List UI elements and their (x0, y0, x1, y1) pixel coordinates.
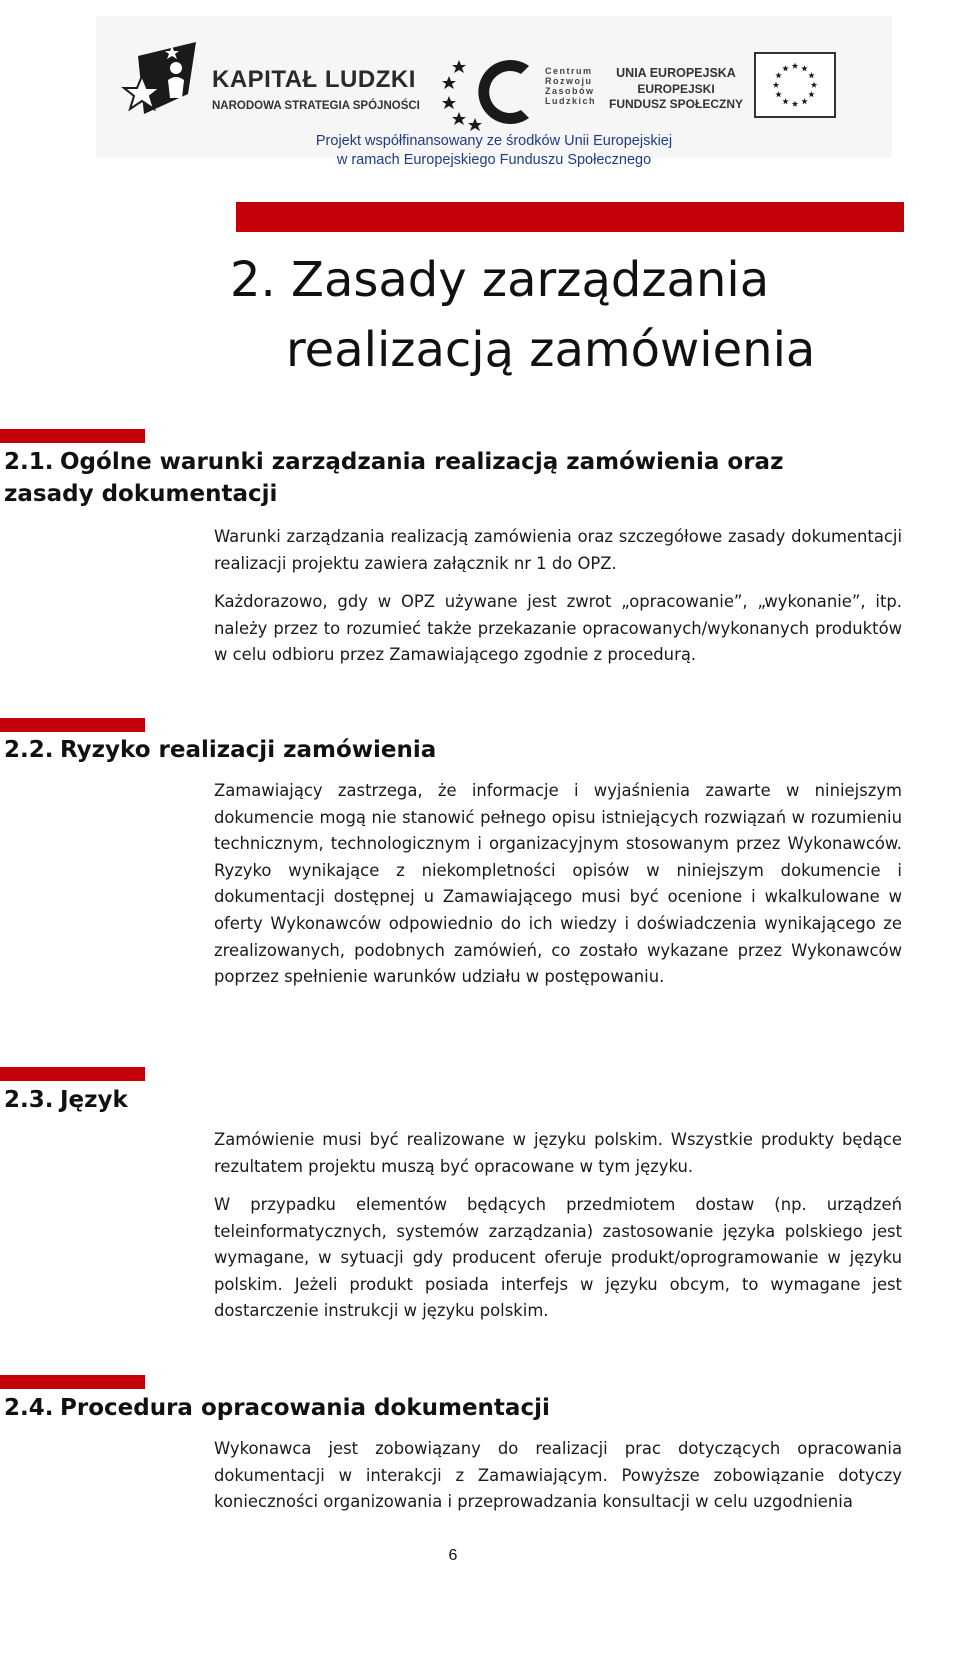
section-number: 2.4. (4, 1395, 54, 1421)
kapital-ludzki-logo (116, 36, 420, 126)
section-title: Język (60, 1087, 128, 1113)
eu-star-icon (792, 63, 798, 69)
crzl-line: Zasobów (545, 86, 595, 96)
section-body-2-1b (214, 589, 902, 669)
eu-logo (606, 52, 876, 132)
section-red-bar (0, 718, 145, 732)
crzl-logo (441, 52, 597, 132)
eu-flag-icon (754, 52, 836, 118)
page-number: 6 (448, 1547, 458, 1564)
eu-star-icon (782, 98, 788, 104)
section-body-2-3b (214, 1192, 902, 1325)
kapital-ludzki-name: KAPITAŁ LUDZKI (212, 66, 416, 93)
eu-star-icon (773, 82, 779, 88)
section-red-bar (0, 1375, 145, 1389)
eu-star-icon (801, 98, 807, 104)
paragraph: Zamawiający zastrzega, że informacje i wyjaśnienia zawarte w niniejszym dokumencie mogą nie stanowić pełnego opisu istniejących rozwiązań w rozumieniu technicznym, technologicznym i organizacyjnym stosowanym przez Wykonawców. Ryzyko wynikające z niekompletności opisów w niniejszym dokumencie i dokumentacji dostępnej u Zamawiającego musi być ocenione i wkalkulowane w oferty Wykonawców odpowiednio do ich wiedzy i doświadczenia wynikającego ze zrealizowanych, podobnych zamówień, co zostało wykazane przez Wykonawców poprzez spełnienie warunków udziału w postępowaniu. (214, 781, 902, 987)
kapital-ludzki-emblem-icon (116, 36, 216, 126)
section-body-2-3 (214, 1127, 902, 1180)
paragraph: Każdorazowo, gdy w OPZ używane jest zwrot „opracowanie”, „wykonanie”, itp. należy przez to rozumieć także przekazanie opracowanych/wykonanych produktów w celu odbioru przez Zamawiającego zgodnie z procedurą. (214, 592, 902, 665)
project-line-1: Projekt współfinansowany ze środków Unii Europejskiej (315, 133, 673, 149)
section-heading-2-4 (4, 1392, 550, 1424)
chapter-title-line-1: 2. Zasady zarządzania (230, 252, 770, 308)
eu-star-icon (808, 91, 814, 97)
section-red-bar (0, 1067, 145, 1081)
project-cofinancing-note (96, 132, 892, 170)
crzl-line: Centrum (545, 66, 593, 76)
section-heading-2-1 (4, 446, 804, 510)
paragraph: W przypadku elementów będących przedmiotem dostaw (np. urządzeń teleinformatycznych, systemów zarządzania) zastosowanie języka polskiego jest wymagane, w sytuacji gdy producent oferuje produkt/oprogramowanie w języku polskim. Jeżeli produkt posiada interfejs w języku obcym, to wymagane jest dostarczenie instrukcji w języku polskim. (214, 1195, 902, 1321)
section-number: 2.2. (4, 737, 54, 763)
project-line-2: w ramach Europejskiego Funduszu Społecznego (336, 152, 652, 168)
section-red-bar (0, 429, 145, 443)
eu-star-icon (782, 65, 788, 71)
crzl-stars-c-icon (441, 52, 541, 132)
paragraph: Warunki zarządzania realizacją zamówienia oraz szczegółowe zasady dokumentacji realizacji projektu zawiera załącznik nr 1 do OPZ. (214, 527, 902, 573)
section-title: Ogólne warunki zarządzania realizacją zamówienia oraz zasady dokumentacji (4, 449, 784, 507)
chapter-title (230, 245, 815, 385)
eu-star-icon (775, 72, 781, 78)
crzl-name (545, 66, 596, 106)
section-body-2-4 (214, 1436, 902, 1516)
section-heading-2-2 (4, 734, 436, 766)
esf-name-line2: FUNDUSZ SPOŁECZNY (608, 97, 743, 111)
section-heading-2-3 (4, 1084, 128, 1116)
crzl-line: Rozwoju (545, 76, 593, 86)
chapter-red-bar (236, 202, 904, 232)
crzl-line: Ludzkich (545, 96, 597, 106)
page-header (96, 16, 892, 168)
section-number: 2.3. (4, 1087, 54, 1113)
kapital-ludzki-subtitle: NARODOWA STRATEGIA SPÓJNOŚCI (212, 100, 420, 112)
eu-star-icon (792, 101, 798, 107)
chapter-title-line-2: realizacją zamówienia (286, 322, 816, 378)
eu-star-icon (801, 65, 807, 71)
eu-star-icon (775, 91, 781, 97)
section-body-2-1 (214, 524, 902, 577)
section-title: Ryzyko realizacji zamówienia (60, 737, 437, 763)
esf-name-line1: EUROPEJSKI (637, 82, 715, 96)
paragraph: Wykonawca jest zobowiązany do realizacji prac dotyczących opracowania dokumentacji w interakcji z Zamawiającym. Powyższe zobowiązanie dotyczy konieczności organizowania i przeprowadzania konsultacji w celu uzgodnienia (214, 1439, 902, 1512)
eu-star-icon (808, 72, 814, 78)
eu-name: UNIA EUROPEJSKA (616, 66, 736, 80)
section-body-2-2 (214, 778, 902, 991)
paragraph: Zamówienie musi być realizowane w języku polskim. Wszystkie produkty będące rezultatem projektu muszą być opracowane w tym języku. (214, 1130, 902, 1176)
section-title: Procedura opracowania dokumentacji (60, 1395, 550, 1421)
eu-star-icon (811, 82, 817, 88)
section-number: 2.1. (4, 449, 54, 475)
